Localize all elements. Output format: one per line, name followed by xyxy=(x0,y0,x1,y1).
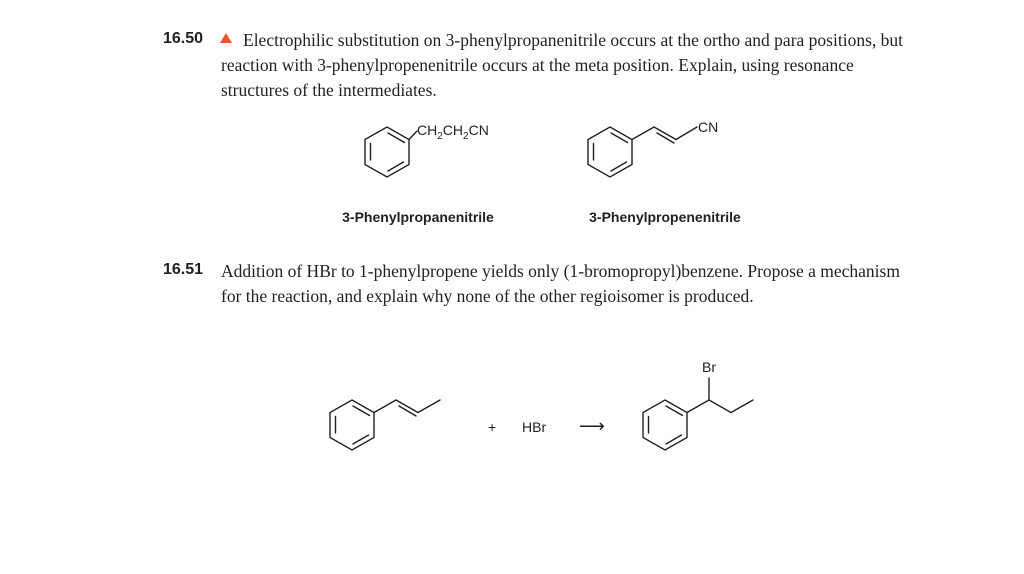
propene-chain xyxy=(374,400,440,416)
plus-sign: + xyxy=(488,419,497,435)
bromopropyl-chain xyxy=(687,378,753,413)
nitrile-label: CN xyxy=(698,119,719,135)
benzene-ring-product xyxy=(643,400,687,450)
structure-name: 3-Phenylpropenenitrile xyxy=(589,209,741,225)
bromine-label: Br xyxy=(702,359,716,375)
benzene-ring-phenylpropene xyxy=(330,400,374,450)
problem-number: 16.50 xyxy=(163,30,204,47)
problem-number: 16.51 xyxy=(163,261,204,278)
problem-text: Addition of HBr to 1-phenylpropene yields only (1-bromopropyl)benzene. Propose a mechanism for the reaction, and explain why none of the other regioisomer is produced. xyxy=(221,261,900,306)
reagent-label: HBr xyxy=(522,419,547,435)
benzene-ring-phenylpropanenitrile xyxy=(365,127,409,177)
structure-name: 3-Phenylpropanenitrile xyxy=(342,209,494,225)
alkyl-bond xyxy=(409,131,417,140)
reaction-arrow: ⟶ xyxy=(579,416,605,436)
propenenitrile-chain xyxy=(632,127,697,143)
substituent-label: $CH_2CH_2CN$ xyxy=(417,122,489,142)
benzene-ring-phenylpropenenitrile xyxy=(588,127,632,177)
problem-text: Electrophilic substitution on 3-phenylpropanenitrile occurs at the ortho and para positions, but reaction with 3-phenylpropenenitrile occurs at the meta position. Explain, using resonance structures of the intermediates. xyxy=(221,30,903,100)
